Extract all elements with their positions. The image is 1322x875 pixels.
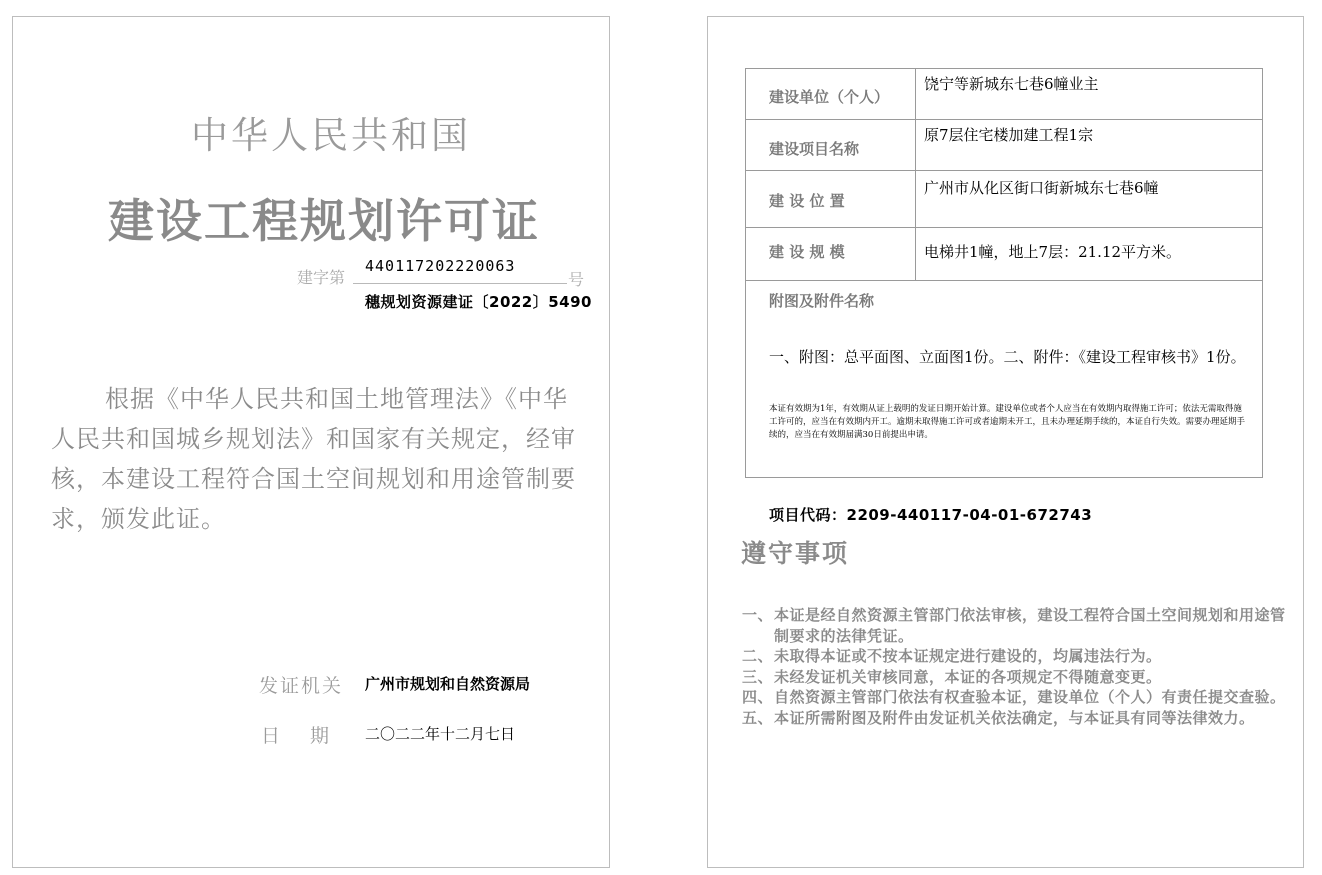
row-value: 电梯井1幢，地上7层：21.12平方米。 bbox=[924, 243, 1182, 261]
certificate-number-suffix: 号 bbox=[568, 270, 585, 289]
row-label: 建设项目名称 bbox=[769, 140, 860, 158]
list-item bbox=[742, 687, 1287, 708]
validity-note: 本证有效期为1年，有效期从证上载明的发证日期开始计算。建设单位或者个人应当在有效期内取得施工许可；依法无需取得施工许可的，应当在有效期内开工。逾期未取得施工许可或者逾期未开工，且未办理延期手续的，本证自行失效。需要办理延期手续的，应当在有效期届满30日前提出申请。 bbox=[769, 404, 1246, 440]
certificate-number-prefix: 建字第 bbox=[297, 268, 346, 287]
row-label: 建设单位（个人） bbox=[769, 88, 890, 106]
list-item bbox=[742, 605, 1287, 646]
rule-number: 五、 bbox=[742, 708, 774, 727]
row-value: 原7层住宅楼加建工程1宗 bbox=[924, 126, 1094, 144]
rules-title: 遵守事项 bbox=[741, 539, 850, 568]
rule-text: 自然资源主管部门依法有权查验本证，建设单位（个人）有责任提交查验。 bbox=[774, 688, 1286, 706]
rule-number: 三、 bbox=[742, 667, 774, 686]
rule-text: 未取得本证或不按本证规定进行建设的，均属违法行为。 bbox=[774, 647, 1162, 665]
rule-number: 四、 bbox=[742, 688, 774, 706]
certificate-number-underline bbox=[353, 283, 567, 284]
rule-number: 一、 bbox=[742, 606, 774, 624]
table-row bbox=[746, 171, 1262, 228]
certificate-title: 建设工程规划许可证 bbox=[108, 194, 540, 248]
attachments-label: 附图及附件名称 bbox=[769, 292, 875, 310]
table-row bbox=[746, 69, 1262, 120]
attachments-text: 一、附图：总平面图、立面图1份。二、附件：《建设工程审核书》1份。 bbox=[769, 348, 1246, 366]
row-label: 建 设 规 模 bbox=[769, 243, 845, 261]
list-item bbox=[742, 667, 1287, 688]
table-row bbox=[746, 120, 1262, 171]
rule-number: 二、 bbox=[742, 647, 774, 665]
date-label: 日期 bbox=[261, 725, 360, 747]
certificate-front-page bbox=[12, 16, 610, 868]
certificate-reference: 穗规划资源建证〔2022〕5490 bbox=[365, 293, 592, 311]
project-info-table bbox=[745, 68, 1263, 478]
nation-title: 中华人民共和国 bbox=[191, 114, 471, 157]
issuance-basis-text: 根据《中华人民共和国土地管理法》《中华人民共和国城乡规划法》和国家有关规定，经审核，本建设工程符合国土空间规划和用途管制要求，颁发此证。 bbox=[51, 385, 576, 533]
issuance-basis-paragraph bbox=[51, 379, 591, 539]
certificate-back-page bbox=[707, 16, 1304, 868]
project-code: 项目代码：2209-440117-04-01-672743 bbox=[769, 506, 1093, 524]
list-item bbox=[742, 646, 1287, 667]
issue-date: 二〇二二年十二月七日 bbox=[365, 725, 516, 743]
rules-list bbox=[742, 605, 1287, 728]
rule-text: 本证所需附图及附件由发证机关依法确定，与本证具有同等法律效力。 bbox=[774, 708, 1255, 727]
rule-text: 本证是经自然资源主管部门依法审核，建设工程符合国土空间规划和用途管制要求的法律凭证。 bbox=[774, 606, 1286, 645]
row-label: 建 设 位 置 bbox=[769, 192, 845, 210]
rule-text: 未经发证机关审核同意，本证的各项规定不得随意变更。 bbox=[774, 667, 1162, 686]
row-value: 广州市从化区街口街新城东七巷6幢 bbox=[924, 179, 1159, 197]
list-item bbox=[742, 708, 1287, 729]
table-row bbox=[746, 228, 1262, 281]
issuer-name: 广州市规划和自然资源局 bbox=[365, 675, 531, 693]
certificate-number: 440117202220063 bbox=[365, 257, 516, 275]
row-value: 饶宁等新城东七巷6幢业主 bbox=[924, 75, 1099, 93]
issuer-label: 发证机关 bbox=[259, 675, 344, 697]
